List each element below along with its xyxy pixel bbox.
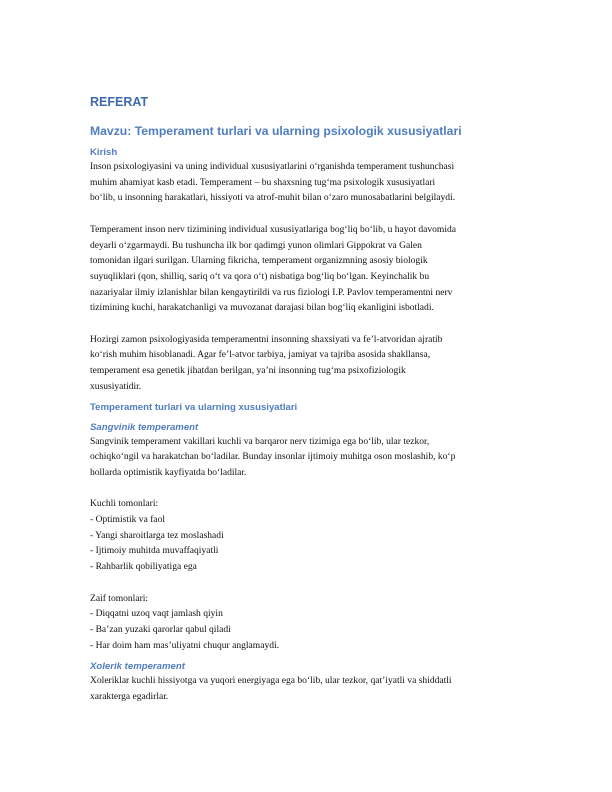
weaknesses-list bbox=[90, 606, 530, 653]
list-item: - Optimistik va faol bbox=[90, 514, 166, 526]
topic-heading: Mavzu: Temperament turlari va ularning psixologik xususiyatlari bbox=[90, 124, 462, 138]
list-item: - Rahbarlik qobiliyatiga ega bbox=[90, 561, 197, 573]
choleric-paragraph: Xoleriklar kuchli hissiyotga va yuqori energiyaga ega bo‘lib, ular tezkor, qat’iyatli va shiddatli xarakterga egadirlar. bbox=[90, 675, 452, 703]
list-item: - Diqqatni uzoq vaqt jamlash qiyin bbox=[90, 608, 223, 620]
intro-paragraph-3: Hozirgi zamon psixologiyasida temperamentni insonning shaxsiyati va fe’l-atvoridan ajratib ko‘rish muhim hisoblanadi. Agar fe’l-atvor tarbiya, jamiyat va tajriba asosida shakllansa, temperament esa genetik jihatdan berilgan, ya’ni insonning tug‘ma psixofiziologik xususiyatidir. bbox=[90, 333, 443, 392]
intro-paragraph-2: Temperament inson nerv tizimining individual xususiyatlariga bog‘liq bo‘lib, u hayot davomida deyarli o‘zgarmaydi. Bu tushuncha ilk bor qadimgi yunon olimlari Gippokrat va Galen tomonidan ilgari surilgan. Ularning fikricha, temperament organizmning asosiy biologik suyuqliklari (qon, shilliq, sariq o‘t va qora o‘t) nisbatiga bog‘liq bo‘lgan. Keyinchalik bu nazariyalar ilmiy izlanishlar bilan kengaytirildi va rus fiziologi I.P. Pavlov temperamentni nerv tizimining kuchi, harakatchanligi va muvozanat darajasi bilan bog‘liq ekanligini isbotladi. bbox=[90, 223, 457, 314]
sanguine-heading: Sangvinik temperament bbox=[90, 421, 199, 433]
list-item: - Ba’zan yuzaki qarorlar qabul qiladi bbox=[90, 623, 231, 635]
sanguine-paragraph: Sangvinik temperament vakillari kuchli va barqaror nerv tizimiga ega bo‘lib, ular tezkor, ochiqko‘ngil va harakatchan bo‘ladilar. Bunday insonlar ijtimoiy muhitga oson moslashib, ko‘p hollarda optimistik kayfiyatda bo‘ladilar. bbox=[90, 435, 456, 478]
choleric-heading: Xolerik temperament bbox=[90, 661, 185, 673]
strengths-label: Kuchli tomonlari: bbox=[90, 498, 159, 510]
weaknesses-label: Zaif tomonlari: bbox=[90, 592, 149, 604]
list-item: - Ijtimoiy muhitda muvaffaqiyatli bbox=[90, 545, 219, 557]
document-title: REFERAT bbox=[90, 95, 149, 109]
strengths-list bbox=[90, 512, 530, 575]
list-item: - Yangi sharoitlarga tez moslashadi bbox=[90, 529, 224, 541]
document-page bbox=[90, 94, 530, 705]
list-item: - Har doim ham mas’uliyatni chuqur anglamaydi. bbox=[90, 639, 280, 651]
section-heading: Temperament turlari va ularning xususiyatlari bbox=[90, 401, 298, 413]
intro-heading: Kirish bbox=[90, 147, 118, 158]
intro-paragraph-1: Inson psixologiyasini va uning individual xususiyatlarini o‘rganishda temperament tushunchasi muhim ahamiyat kasb etadi. Temperament – bu shaxsning tug‘ma psixologik xususiyatlari bo‘lib, u insonning harakatlari, hissiyoti va atrof-muhit bilan o‘zaro munosabatlarini belgilaydi. bbox=[90, 161, 456, 204]
